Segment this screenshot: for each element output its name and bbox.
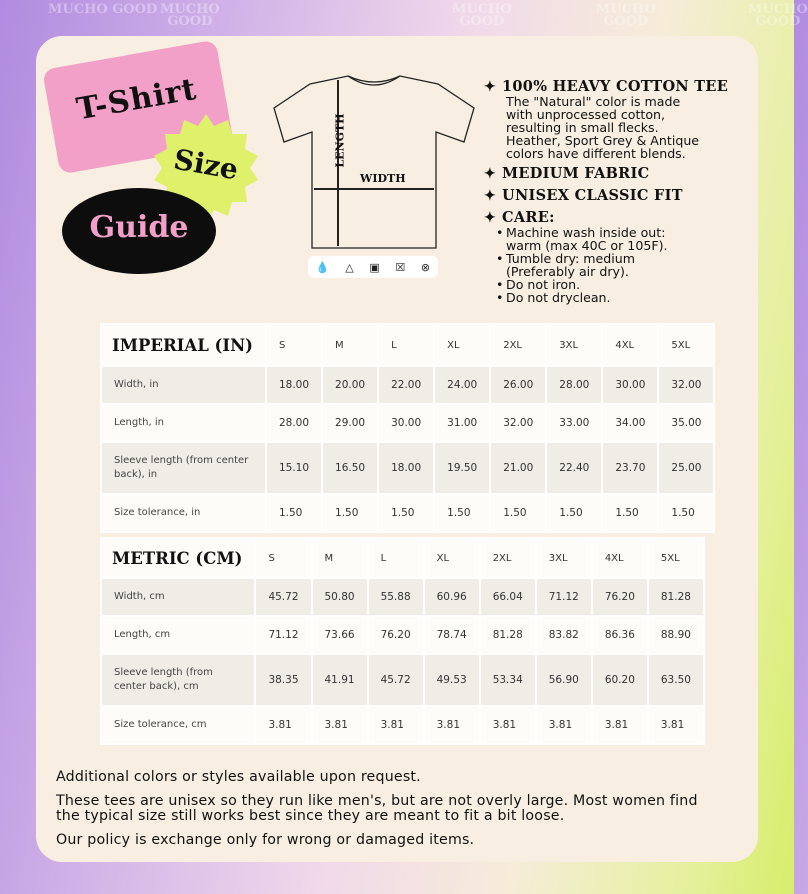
tshirt-diagram bbox=[268, 72, 480, 252]
table-cell: 55.88 bbox=[368, 578, 424, 616]
title-guide-sticker bbox=[62, 188, 216, 274]
table-cell: 34.00 bbox=[602, 404, 658, 442]
table-cell: 1.50 bbox=[602, 494, 658, 532]
table-cell: 45.72 bbox=[255, 578, 311, 616]
table-row bbox=[101, 404, 714, 442]
table-cell: 3.81 bbox=[368, 706, 424, 744]
tumble-dry-icon: ▣ bbox=[369, 260, 380, 274]
sparkle-icon: ✦ bbox=[484, 209, 497, 226]
table-cell: 20.00 bbox=[322, 366, 378, 404]
size-header: 5XL bbox=[648, 538, 704, 578]
row-label: Length, in bbox=[101, 404, 266, 442]
table-cell: 3.81 bbox=[648, 706, 704, 744]
care-item: • Do not iron. bbox=[496, 277, 581, 292]
care-icons-strip bbox=[308, 256, 438, 278]
size-header: 4XL bbox=[602, 324, 658, 366]
row-label: Sleeve length (from center back), cm bbox=[101, 654, 255, 706]
table-header-row bbox=[101, 538, 704, 578]
size-header: S bbox=[266, 324, 322, 366]
table-cell: 18.00 bbox=[266, 366, 322, 404]
row-label: Width, cm bbox=[101, 578, 255, 616]
watermark-logo: MUCHO GOOD bbox=[748, 2, 808, 29]
table-cell: 3.81 bbox=[424, 706, 480, 744]
table-cell: 83.82 bbox=[536, 616, 592, 654]
table-row bbox=[101, 578, 704, 616]
table-cell: 60.96 bbox=[424, 578, 480, 616]
table-cell: 3.81 bbox=[480, 706, 536, 744]
info-desc-line: The "Natural" color is made bbox=[506, 94, 681, 109]
info-heading-care: ✦ CARE: bbox=[484, 209, 555, 226]
care-list bbox=[496, 226, 754, 304]
no-bleach-icon: △ bbox=[345, 260, 354, 274]
info-desc-line: colors have different blends. bbox=[506, 146, 686, 161]
table-cell: 1.50 bbox=[434, 494, 490, 532]
no-iron-icon: ☒ bbox=[395, 260, 406, 274]
metric-table bbox=[100, 537, 705, 745]
size-header: M bbox=[312, 538, 368, 578]
table-cell: 53.34 bbox=[480, 654, 536, 706]
table-cell: 1.50 bbox=[266, 494, 322, 532]
table-cell: 1.50 bbox=[546, 494, 602, 532]
watermark-logo: MUCHO GOOD bbox=[452, 2, 512, 29]
info-heading-fabric: ✦ MEDIUM FABRIC bbox=[484, 165, 650, 182]
size-header: 3XL bbox=[536, 538, 592, 578]
table-cell: 16.50 bbox=[322, 442, 378, 494]
table-cell: 73.66 bbox=[312, 616, 368, 654]
table-cell: 1.50 bbox=[658, 494, 714, 532]
table-cell: 23.70 bbox=[602, 442, 658, 494]
row-label: Width, in bbox=[101, 366, 266, 404]
table-cell: 22.00 bbox=[378, 366, 434, 404]
table-cell: 3.81 bbox=[592, 706, 648, 744]
table-cell: 30.00 bbox=[378, 404, 434, 442]
table-cell: 32.00 bbox=[658, 366, 714, 404]
table-cell: 71.12 bbox=[536, 578, 592, 616]
title-size: Size bbox=[171, 142, 241, 187]
no-dryclean-icon: ⊗ bbox=[420, 260, 431, 274]
table-cell: 81.28 bbox=[480, 616, 536, 654]
footer-line-colors: Additional colors or styles available upon request. bbox=[56, 769, 421, 785]
info-desc-line: resulting in small flecks. bbox=[506, 120, 659, 135]
size-header: 2XL bbox=[490, 324, 546, 366]
table-cell: 1.50 bbox=[490, 494, 546, 532]
table-cell: 18.00 bbox=[378, 442, 434, 494]
product-info bbox=[484, 78, 754, 304]
footer-line-policy: Our policy is exchange only for wrong or damaged items. bbox=[56, 832, 475, 848]
size-header: 3XL bbox=[546, 324, 602, 366]
table-cell: 15.10 bbox=[266, 442, 322, 494]
table-cell: 33.00 bbox=[546, 404, 602, 442]
table-cell: 29.00 bbox=[322, 404, 378, 442]
size-header: M bbox=[322, 324, 378, 366]
table-row bbox=[101, 442, 714, 494]
row-label: Size tolerance, cm bbox=[101, 706, 255, 744]
sparkle-icon: ✦ bbox=[484, 78, 497, 95]
table-cell: 1.50 bbox=[378, 494, 434, 532]
table-cell: 66.04 bbox=[480, 578, 536, 616]
size-header: XL bbox=[434, 324, 490, 366]
table-cell: 76.20 bbox=[368, 616, 424, 654]
length-label: LENGTH bbox=[333, 113, 347, 168]
table-cell: 41.91 bbox=[312, 654, 368, 706]
table-cell: 25.00 bbox=[658, 442, 714, 494]
table-cell: 1.50 bbox=[322, 494, 378, 532]
watermark-logo: MUCHO GOOD bbox=[48, 2, 158, 17]
table-cell: 28.00 bbox=[266, 404, 322, 442]
table-cell: 32.00 bbox=[490, 404, 546, 442]
table-cell: 31.00 bbox=[434, 404, 490, 442]
title-guide: Guide bbox=[89, 210, 189, 245]
size-header: 4XL bbox=[592, 538, 648, 578]
watermark-logo: MUCHO GOOD bbox=[596, 2, 656, 29]
footer-line-fit: These tees are unisex so they run like men's, but are not overly large. Most women find the typical size still works best since they are meant to fit a bit loose. bbox=[56, 793, 698, 824]
care-item: • Machine wash inside out: warm (max 40C or 105F). bbox=[496, 225, 668, 253]
info-desc-line: Heather, Sport Grey & Antique bbox=[506, 133, 700, 148]
size-header: L bbox=[368, 538, 424, 578]
size-header: XL bbox=[424, 538, 480, 578]
table-cell: 49.53 bbox=[424, 654, 480, 706]
table-row bbox=[101, 494, 714, 532]
width-label: WIDTH bbox=[360, 172, 406, 185]
care-item: • Tumble dry: medium (Preferably air dry). bbox=[496, 251, 635, 279]
metric-title: METRIC (CM) bbox=[101, 538, 255, 578]
size-header: 2XL bbox=[480, 538, 536, 578]
row-label: Size tolerance, in bbox=[101, 494, 266, 532]
table-cell: 19.50 bbox=[434, 442, 490, 494]
table-cell: 81.28 bbox=[648, 578, 704, 616]
table-header-row bbox=[101, 324, 714, 366]
table-cell: 63.50 bbox=[648, 654, 704, 706]
table-cell: 76.20 bbox=[592, 578, 648, 616]
table-cell: 88.90 bbox=[648, 616, 704, 654]
size-header: L bbox=[378, 324, 434, 366]
imperial-title: IMPERIAL (IN) bbox=[101, 324, 266, 366]
title-tshirt: T-Shirt bbox=[73, 71, 200, 128]
sparkle-icon: ✦ bbox=[484, 165, 497, 182]
table-row bbox=[101, 366, 714, 404]
care-item: • Do not dryclean. bbox=[496, 290, 611, 305]
table-cell: 24.00 bbox=[434, 366, 490, 404]
table-cell: 71.12 bbox=[255, 616, 311, 654]
table-cell: 22.40 bbox=[546, 442, 602, 494]
table-cell: 50.80 bbox=[312, 578, 368, 616]
table-row bbox=[101, 706, 704, 744]
size-header: S bbox=[255, 538, 311, 578]
info-heading-fit: ✦ UNISEX CLASSIC FIT bbox=[484, 187, 683, 204]
table-cell: 26.00 bbox=[490, 366, 546, 404]
wash-30-icon: 💧 bbox=[315, 260, 330, 274]
sparkle-icon: ✦ bbox=[484, 187, 497, 204]
table-cell: 86.36 bbox=[592, 616, 648, 654]
row-label: Length, cm bbox=[101, 616, 255, 654]
table-cell: 56.90 bbox=[536, 654, 592, 706]
table-cell: 28.00 bbox=[546, 366, 602, 404]
table-cell: 45.72 bbox=[368, 654, 424, 706]
table-cell: 60.20 bbox=[592, 654, 648, 706]
table-cell: 3.81 bbox=[536, 706, 592, 744]
table-cell: 30.00 bbox=[602, 366, 658, 404]
watermark-logo: MUCHO GOOD bbox=[160, 2, 220, 29]
table-row bbox=[101, 654, 704, 706]
table-cell: 38.35 bbox=[255, 654, 311, 706]
table-cell: 21.00 bbox=[490, 442, 546, 494]
table-cell: 35.00 bbox=[658, 404, 714, 442]
table-row bbox=[101, 616, 704, 654]
info-heading-cotton: ✦ 100% HEAVY COTTON TEE bbox=[484, 78, 729, 95]
imperial-table bbox=[100, 323, 715, 533]
row-label: Sleeve length (from center back), in bbox=[101, 442, 266, 494]
size-header: 5XL bbox=[658, 324, 714, 366]
table-cell: 78.74 bbox=[424, 616, 480, 654]
table-cell: 3.81 bbox=[312, 706, 368, 744]
info-desc-line: with unprocessed cotton, bbox=[506, 107, 666, 122]
table-cell: 3.81 bbox=[255, 706, 311, 744]
